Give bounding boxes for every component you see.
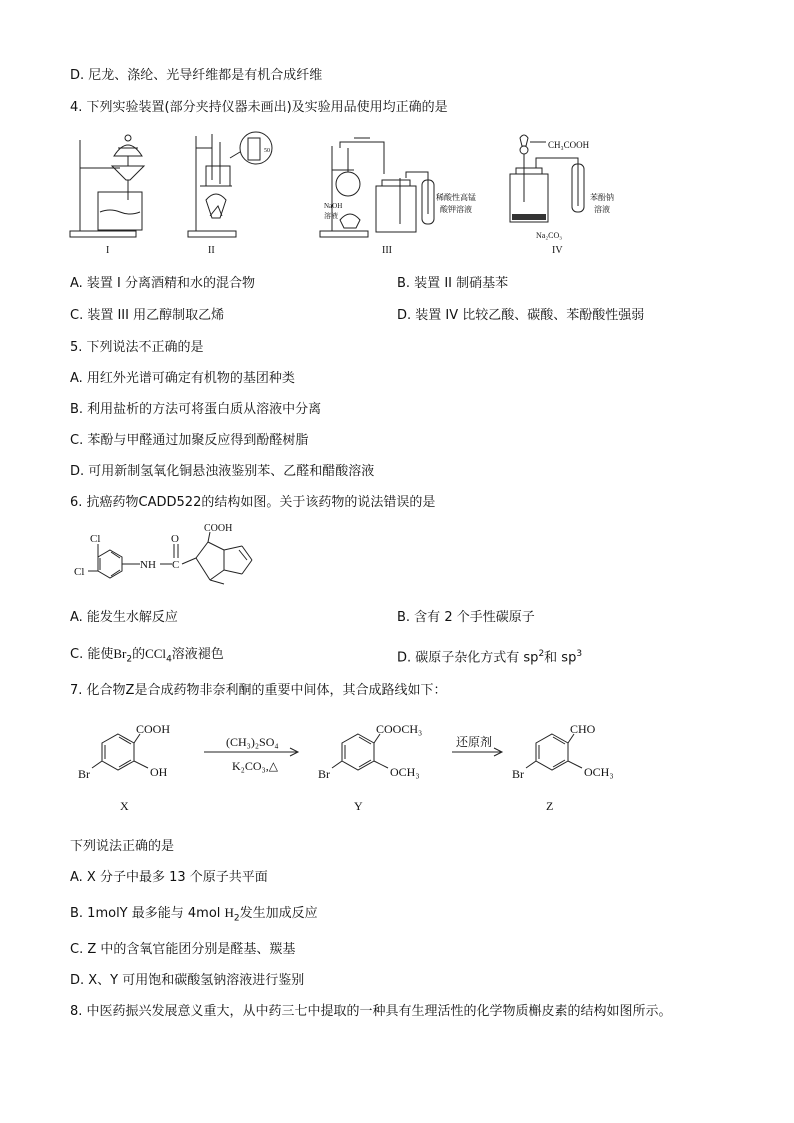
q7-option-a: A. X 分子中最多 13 个原子共平面: [70, 870, 268, 885]
cl-label-2: Cl: [74, 566, 85, 578]
q7-option-b: B. 1molY 最多能与 4mol $H_2$发生加成反应: [70, 905, 318, 924]
q5-option-a: A. 用红外光谱可确定有机物的基团种类: [70, 371, 295, 386]
label-iii: III: [382, 245, 392, 256]
q4-option-d: D. 装置 IV 比较乙酸、碳酸、苯酚酸性强弱: [397, 308, 645, 323]
label-z: Z: [546, 799, 554, 813]
q6-option-d: D. 碳原子杂化方式有 $sp^2$和 $sp^3$: [397, 649, 583, 666]
kmno4-label-2: 酸钾溶液: [440, 205, 472, 214]
compound-x: [78, 722, 170, 813]
kmno4-label-1: 稀酸性高锰: [436, 193, 476, 202]
compound-y: [318, 722, 422, 813]
q6-structure: [70, 522, 290, 602]
label-i: I: [106, 245, 110, 256]
q6-option-a: A. 能发生水解反应: [70, 610, 178, 625]
label-ii: II: [208, 245, 215, 256]
q7-question: 下列说法正确的是: [70, 839, 175, 854]
q5-option-b: B. 利用盐析的方法可将蛋白质从溶液中分离: [70, 402, 322, 417]
q4-option-a: A. 装置 I 分离酒精和水的混合物: [70, 276, 256, 291]
q7-reaction-scheme: [70, 718, 710, 828]
q8-stem: 8. 中医药振兴发展意义重大，从中药三七中提取的一种具有生理活性的化学物质槲皮素的结构如图所示。: [70, 1004, 672, 1019]
q4-apparatus-figure: [70, 128, 710, 258]
q4-stem: 4. 下列实验装置(部分夹持仪器未画出)及实验用品使用均正确的是: [70, 100, 448, 115]
q6-option-b: B. 含有 2 个手性碳原子: [397, 610, 535, 625]
apparatus-i: [70, 135, 144, 256]
q7-option-d: D. X、Y 可用饱和碳酸氢钠溶液进行鉴别: [70, 973, 305, 988]
q5-stem: 5. 下列说法不正确的是: [70, 340, 204, 355]
q7-option-c: C. Z 中的含氧官能团分别是醛基、羰基: [70, 942, 296, 957]
y-cooch3: COOCH₃: [376, 722, 423, 736]
q5-option-c: C. 苯酚与甲醛通过加聚反应得到酚醛树脂: [70, 433, 309, 448]
z-br: Br: [512, 767, 524, 781]
label-x: X: [120, 799, 129, 813]
label-iv: IV: [552, 245, 563, 256]
z-och3: OCH₃: [584, 765, 614, 779]
na2co3-label: Na₂CO₃: [536, 231, 563, 240]
q6-option-c: C. 能使$Br_2$的CCl$_4$溶液褪色: [70, 646, 224, 665]
z-cho: CHO: [570, 722, 596, 736]
q4-option-b: B. 装置 II 制硝基苯: [397, 276, 509, 291]
q4-option-c: C. 装置 III 用乙醇制取乙烯: [70, 308, 225, 323]
reagent-bottom: K₂CO₃,△: [232, 759, 278, 773]
q6-stem: 6. 抗癌药物CADD522的结构如图。关于该药物的说法错误的是: [70, 495, 436, 510]
q3-option-d: D. 尼龙、涤纶、光导纤维都是有机合成纤维: [70, 68, 323, 83]
cl-label-1: Cl: [90, 533, 101, 545]
x-br: Br: [78, 767, 90, 781]
reagent-top: (CH₃)₂SO₄: [226, 735, 279, 749]
apparatus-iii: [320, 138, 476, 256]
label-y: Y: [354, 799, 363, 813]
apparatus-iv: [510, 135, 614, 256]
reducing-agent: 还原剂: [456, 735, 493, 749]
acetic-acid-label: CH₃COOH: [548, 140, 590, 150]
naoh-label-1: NaOH: [324, 202, 343, 210]
svg-text:50: 50: [264, 148, 270, 154]
naoh-label-2: 溶液: [324, 212, 338, 220]
compound-z: [512, 722, 614, 813]
q7-stem: 7. 化合物Z是合成药物非奈利酮的重要中间体，其合成路线如下：: [70, 683, 447, 698]
oxygen-label: O: [171, 533, 179, 545]
phenolate-label-2: 溶液: [594, 205, 610, 214]
cooh-label: COOH: [204, 523, 233, 534]
x-cooh: COOH: [136, 722, 171, 736]
y-och3: OCH₃: [390, 765, 420, 779]
apparatus-ii: [188, 132, 272, 256]
phenolate-label-1: 苯酚钠: [590, 193, 614, 202]
q5-option-d: D. 可用新制氢氧化铜悬浊液鉴别苯、乙醛和醋酸溶液: [70, 464, 375, 479]
x-oh: OH: [150, 765, 168, 779]
carbon-label: C: [172, 559, 180, 571]
nh-label: NH: [140, 559, 156, 571]
y-br: Br: [318, 767, 330, 781]
